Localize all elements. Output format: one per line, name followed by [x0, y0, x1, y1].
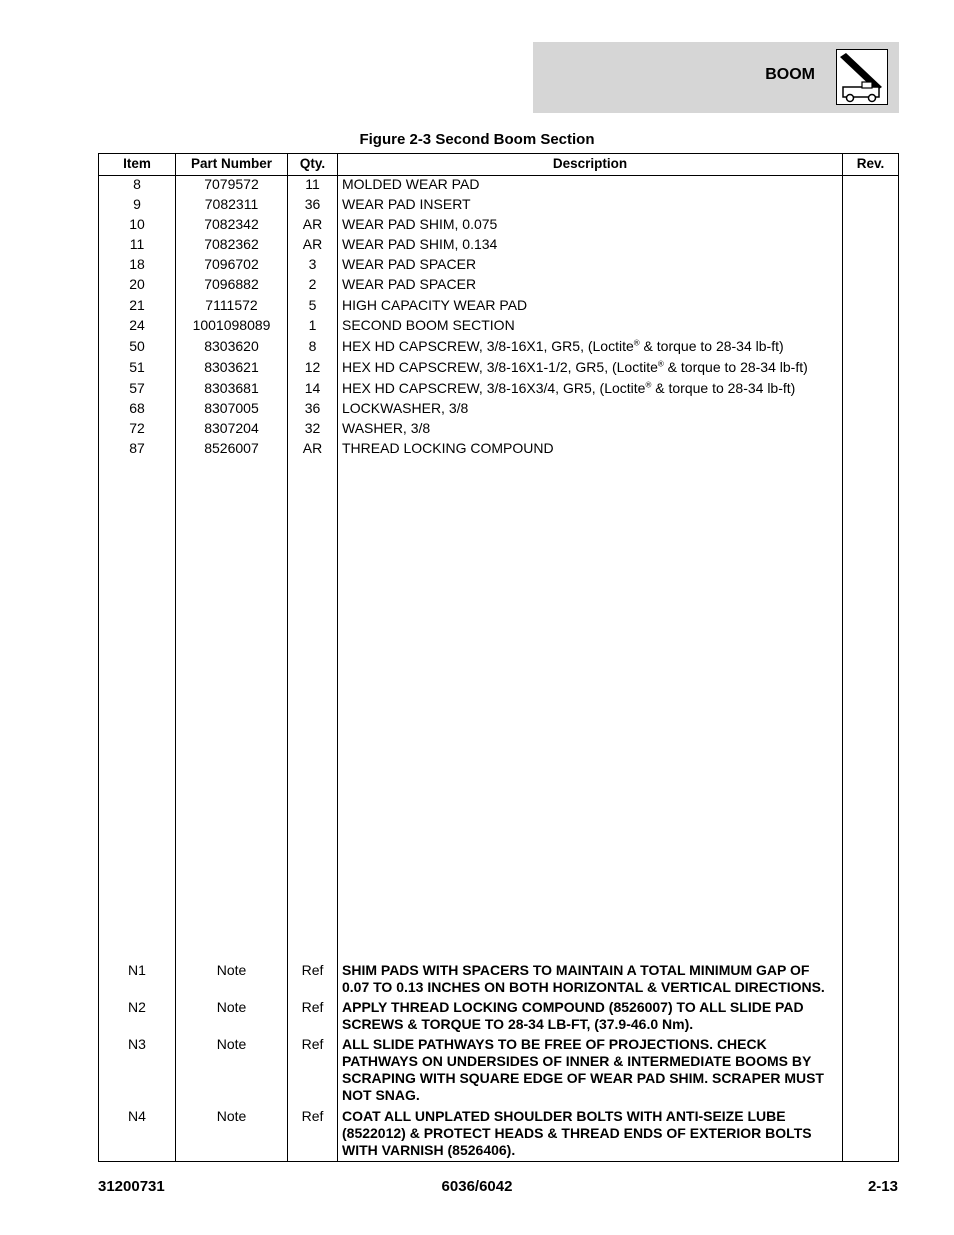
quantity: 36 [304, 196, 321, 212]
quantity: 3 [308, 256, 317, 272]
item-number: 8 [133, 176, 141, 192]
item-number: 21 [129, 297, 145, 313]
column-header-item: Item [123, 156, 151, 171]
part-number: 7096882 [204, 276, 259, 292]
note-id: N3 [128, 1036, 146, 1052]
item-number: 87 [129, 440, 145, 456]
item-number: 11 [129, 236, 145, 252]
document-number: 31200731 [98, 1178, 165, 1195]
description: WEAR PAD SPACER [342, 276, 477, 292]
quantity: 8 [308, 338, 317, 354]
table-row [99, 234, 898, 254]
quantity: 32 [304, 420, 321, 436]
note-text: APPLY THREAD LOCKING COMPOUND (8526007) TO ALL SLIDE PAD SCREWS & TORQUE TO 28-34 LB-FT, (37.9-46.0 Nm). [342, 999, 804, 1032]
table-row [99, 357, 898, 377]
item-number: 18 [129, 256, 145, 272]
part-number: 1001098089 [192, 317, 271, 333]
description: WEAR PAD SHIM, 0.075 [342, 216, 498, 232]
note-label: Note [216, 999, 247, 1015]
table-row [99, 194, 898, 214]
item-number: 51 [129, 359, 145, 375]
part-number: 8303620 [204, 338, 259, 354]
quantity: AR [302, 216, 323, 232]
description-part: HEX HD CAPSCREW, 3/8-16X1-1/2, GR5, (Loctite [342, 359, 658, 375]
part-number: 7079572 [204, 176, 259, 192]
description: MOLDED WEAR PAD [342, 176, 480, 192]
part-number: 7082342 [204, 216, 259, 232]
description: WEAR PAD INSERT [342, 196, 471, 212]
description: LOCKWASHER, 3/8 [342, 400, 469, 416]
note-text: COAT ALL UNPLATED SHOULDER BOLTS WITH ANTI-SEIZE LUBE (8522012) & PROTECT HEADS & THREAD ENDS OF EXTERIOR BOLTS WITH VARNISH (8526406). [342, 1108, 812, 1158]
item-number: 50 [129, 338, 145, 354]
column-header-part-number: Part Number [190, 156, 273, 171]
registered-mark: ® [633, 338, 640, 348]
part-number: 7096702 [204, 256, 259, 272]
note-text: SHIM PADS WITH SPACERS TO MAINTAIN A TOTAL MINIMUM GAP OF 0.07 TO 0.13 INCHES ON BOTH HORIZONTAL & VERTICAL DIRECTIONS. [342, 962, 825, 995]
description [342, 357, 842, 377]
part-number: 8303681 [204, 380, 259, 396]
table-row [99, 295, 898, 315]
boom-truck-icon [836, 49, 888, 105]
part-number: 8303621 [204, 359, 259, 375]
column-header-description: Description [552, 156, 628, 171]
part-number: 7082311 [204, 196, 259, 212]
model-number: 6036/6042 [441, 1178, 513, 1195]
part-number: 7082362 [204, 236, 259, 252]
quantity: 2 [308, 276, 317, 292]
item-number: 24 [129, 317, 145, 333]
quantity: AR [302, 236, 323, 252]
note-qty: Ref [301, 1036, 324, 1052]
note-id: N1 [128, 962, 146, 978]
note-label: Note [216, 1108, 247, 1124]
description: WEAR PAD SPACER [342, 256, 477, 272]
table-row [99, 398, 898, 418]
table-row [99, 315, 898, 335]
registered-mark: ® [657, 359, 664, 369]
quantity: 11 [305, 176, 320, 192]
description: WEAR PAD SHIM, 0.134 [342, 236, 498, 252]
registered-mark: ® [645, 380, 652, 390]
note-qty: Ref [301, 962, 324, 978]
description: THREAD LOCKING COMPOUND [342, 440, 554, 456]
part-number: 8526007 [204, 440, 259, 456]
description-part: HEX HD CAPSCREW, 3/8-16X1, GR5, (Loctite [342, 338, 634, 354]
description [342, 336, 842, 356]
quantity: AR [302, 440, 323, 456]
table-row [99, 254, 898, 274]
description: SECOND BOOM SECTION [342, 317, 515, 333]
table-row [99, 274, 898, 294]
table-row [99, 438, 898, 458]
column-header-qty: Qty. [299, 156, 326, 171]
item-number: 57 [129, 380, 145, 396]
section-title: BOOM [765, 66, 815, 83]
parts-table [98, 153, 899, 1162]
quantity: 12 [304, 359, 321, 375]
note-id: N2 [128, 999, 146, 1015]
item-number: 10 [129, 216, 145, 232]
figure-title: Figure 2-3 Second Boom Section [359, 131, 595, 148]
description: HIGH CAPACITY WEAR PAD [342, 297, 528, 313]
part-number: 7111572 [205, 297, 258, 313]
section-header [533, 42, 899, 113]
note-label: Note [216, 1036, 247, 1052]
table-row [99, 214, 898, 234]
table-row [99, 174, 898, 194]
table-row [99, 378, 898, 398]
description: WASHER, 3/8 [342, 420, 431, 436]
part-number: 8307005 [204, 400, 259, 416]
note-text: ALL SLIDE PATHWAYS TO BE FREE OF PROJECTIONS. CHECK PATHWAYS ON UNDERSIDES OF INNER & INTERMEDIATE BOOMS BY SCRAPING WITH SQUARE EDGE OF WEAR PAD SHIM. SCRAPER MUST NOT SNAG. [342, 1036, 824, 1103]
description-part: & torque to 28-34 lb-ft) [663, 359, 808, 375]
note-id: N4 [128, 1108, 146, 1124]
quantity: 36 [304, 400, 321, 416]
table-row [99, 336, 898, 356]
quantity: 14 [304, 380, 321, 396]
page-number: 2-13 [867, 1178, 898, 1195]
quantity: 1 [308, 317, 317, 333]
item-number: 9 [133, 196, 141, 212]
item-number: 20 [129, 276, 145, 292]
part-number: 8307204 [204, 420, 259, 436]
note-qty: Ref [301, 999, 324, 1015]
description-part: HEX HD CAPSCREW, 3/8-16X3/4, GR5, (Loctite [342, 380, 646, 396]
description-part: & torque to 28-34 lb-ft) [639, 338, 784, 354]
description [342, 378, 842, 398]
item-number: 72 [129, 420, 145, 436]
table-row [99, 418, 898, 438]
item-number: 68 [129, 400, 145, 416]
description-part: & torque to 28-34 lb-ft) [651, 380, 796, 396]
note-qty: Ref [301, 1108, 324, 1124]
column-header-rev: Rev. [856, 156, 885, 171]
note-label: Note [216, 962, 247, 978]
quantity: 5 [308, 297, 317, 313]
